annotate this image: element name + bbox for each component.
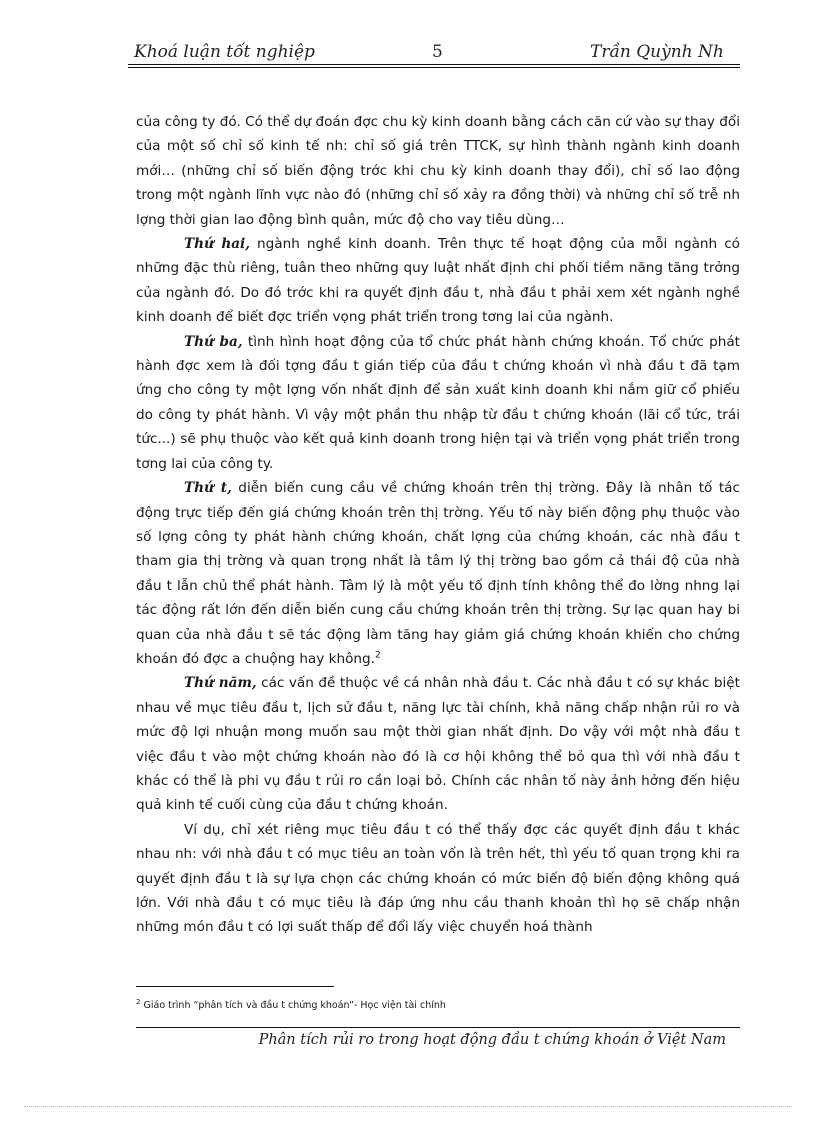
paragraph-thu-hai <box>136 232 740 330</box>
paragraph-thu-tu <box>136 476 740 671</box>
paragraph-lead: Thứ hai, <box>184 236 250 253</box>
paragraph-text: tình hình hoạt động của tổ chức phát hành chứng khoán. Tổ chức phát hành đợc xem là đối tợng đầu t gián tiếp của đầu t chứng khoán vì nhà đầu t đã tạm ứng cho công ty một lợng vốn nhất định để sản xuất kinh doanh khi nắm giữ cổ phiếu do công ty phát hành. Vì vậy một phần thu nhập từ đầu t chứng khoán (lãi cổ tức, trái tức...) sẽ phụ thuộc vào kết quả kinh doanh trong hiện tại và triển vọng phát triển trong tơng lai của công ty. <box>136 333 740 472</box>
paragraph-lead: Thứ năm, <box>184 675 257 692</box>
paragraph-text: của công ty đó. Có thể dự đoán đợc chu kỳ kinh doanh bằng cách căn cứ vào sự thay đổi của một số chỉ số kinh tế nh: chỉ số giá trên TTCK, sự hình thành ngành kinh doanh mới… (những chỉ số biến động trớc khi chu kỳ kinh doanh thay đổi), chỉ số lao động trong một ngành lĩnh vực nào đó (những chỉ số xảy ra đồng thời) và những chỉ số trễ nh lợng thời gian lao động bình quân, mức độ cho vay tiêu dùng… <box>136 114 740 228</box>
paragraph-lead: Thứ ba, <box>184 333 243 350</box>
paragraph-continuation <box>136 110 740 232</box>
paragraph-vi-du <box>136 818 740 940</box>
footer-title: Phân tích rủi ro trong hoạt động đầu t chứng khoán ở Việt Nam <box>258 1032 726 1048</box>
header-rule <box>128 64 740 65</box>
body-text <box>136 110 740 940</box>
footnote-reference[interactable]: 2 <box>375 650 381 661</box>
footnote-separator <box>136 986 334 987</box>
paragraph-lead: Thứ t, <box>184 480 232 497</box>
footer-rule <box>136 1027 740 1028</box>
paragraph-thu-ba <box>136 330 740 476</box>
header-right: Trần Quỳnh Nh <box>590 42 724 62</box>
paragraph-text: diễn biến cung cầu về chứng khoán trên thị trờng. Đây là nhân tố tác động trực tiếp đến giá chứng khoán trên thị trờng. Yếu tố này biến động phụ thuộc vào số lợng công ty phát hành chứng khoán, chất lợng của chứng khoán, các nhà đầu t tham gia thị trờng và quan trọng nhất là tâm lý thị trờng bao gồm cả thái độ của nhà đầu t lẫn chủ thể phát hành. Tâm lý là một yếu tố định tính không thể đo lờng nhng lại tác động rất lớn đến diễn biến cung cầu chứng khoán trên thị trờng. Sự lạc quan hay bi quan của nhà đầu t sẽ tác động làm tăng hay giảm giá chứng khoán khiến cho chứng khoán đó đợc a chuộng hay không. <box>136 480 740 667</box>
header-left: Khoá luận tốt nghiệp <box>134 42 315 62</box>
paragraph-text: Ví dụ, chỉ xét riêng mục tiêu đầu t có thể thấy đợc các quyết định đầu t khác nhau nh: với nhà đầu t có mục tiêu an toàn vốn là trên hết, thì yếu tố quan trọng khi ra quyết định đầu t là sự lựa chọn các chứng khoán có mức biến độ biến động không quá lớn. Với nhà đầu t có mục tiêu là đáp ứng nhu cầu thanh khoản thì họ sẽ chấp nhận những món đầu t có lợi suất thấp để đổi lấy việc chuyển hoá thành <box>136 821 740 936</box>
page-number: 5 <box>432 42 443 62</box>
footnote-text: Giáo trình “phân tích và đầu t chứng khoán”- Học viện tài chính <box>143 1000 446 1011</box>
footnote <box>136 997 740 1011</box>
paragraph-text: các vấn đề thuộc về cá nhân nhà đầu t. Các nhà đầu t có sự khác biệt nhau về mục tiêu đầu t, lịch sử đầu t, năng lực tài chính, khả năng chấp nhận rủi ro và mức độ lợi nhuận mong muốn sau một thời gian nhất định. Do vậy với một nhà đầu t việc đầu t vào một chứng khoán nào đó là cơ hội không thể bỏ qua thì với nhà đầu t khác có thể là phi vụ đầu t rủi ro cần loại bỏ. Chính các nhân tố này ảnh hởng đến hiệu quả kinh tế cuối cùng của đầu t chứng khoán. <box>136 675 740 814</box>
paragraph-text: ngành nghề kinh doanh. Trên thực tế hoạt động của mỗi ngành có những đặc thù riêng, tuân theo những quy luật nhất định chi phối tiềm năng tăng trởng của ngành đó. Do đó trớc khi ra quyết định đầu t, nhà đầu t phải xem xét ngành nghề kinh doanh để biết đợc triển vọng phát triển trong tơng lai của ngành. <box>136 236 740 326</box>
footnote-marker: 2 <box>136 997 141 1006</box>
page-bottom-dotted-line <box>24 1106 792 1107</box>
header-rule-thin <box>128 67 740 68</box>
paragraph-thu-nam <box>136 671 740 817</box>
